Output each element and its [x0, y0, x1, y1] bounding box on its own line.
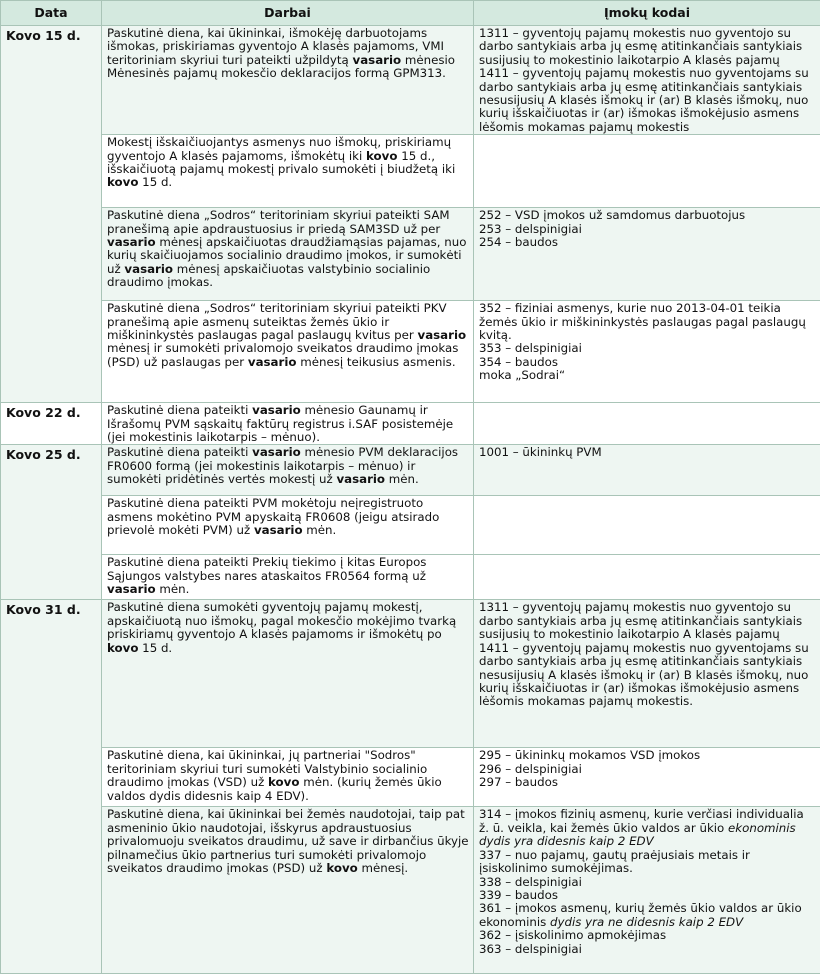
works-text-bold: vasario [254, 523, 303, 537]
codes-cell [474, 135, 820, 208]
date-cell: Kovo 15 d. [1, 26, 102, 403]
code-text-italic: dydis yra ne didesnis kaip 2 EDV [550, 915, 743, 929]
payment-code: 1411 – gyventojų pajamų mokestis nuo gyventojams su darbo santykiais arba jų esmę atitinkančiais santykiais nesusijusių A klasės išmokų ir (ar) B klasės išmokų, nuo kurių išskaičiuotas ir (ar) išmokas išmokėjusio asmens lėšomis mokamas pajamų mokestis. [479, 642, 816, 709]
works-text-bold: vasario [107, 582, 156, 596]
works-text-bold: kovo [107, 641, 138, 655]
works-cell: Paskutinė diena, kai ūkininkai, išmokėję darbuotojams išmokas, priskiriamas gyventojo A klasės pajamoms, VMI teritoriniam skyriui turi pateikti užpildytą vasario mėnesio Mėnesinės pajamų mokesčio deklaracijos formą GPM313. [102, 26, 474, 135]
works-text-bold: vasario [353, 53, 402, 67]
table-row [1, 403, 820, 445]
payment-code: 314 – įmokos fizinių asmenų, kurie verčiasi individualia ž. ū. veikla, kai žemės ūkio valdos ar ūkio ekonominis dydis yra didesnis kaip 2 EDV [479, 808, 816, 848]
payment-code: 353 – delspinigiai [479, 342, 816, 355]
works-text-bold: vasario [107, 235, 156, 249]
payment-code: 338 – delspinigiai [479, 876, 816, 889]
works-cell: Paskutinė diena, kai ūkininkai, jų partneriai "Sodros" teritoriniam skyriui turi sumokėti Valstybinio socialinio draudimo įmokas (VSD) už kovo mėn. (kurių žemės ūkio valdos dydis didesnis kaip 4 EDV). [102, 748, 474, 807]
table-row [1, 496, 820, 555]
date-cell: Kovo 25 d. [1, 445, 102, 600]
payment-code: 297 – baudos [479, 776, 816, 789]
codes-cell [474, 600, 820, 748]
payment-code: 1411 – gyventojų pajamų mokestis nuo gyventojams su darbo santykiais arba jų esmę atitinkančiais santykiais nesusijusių A klasės išmokų ir (ar) B klasės išmokų, nuo kurių išskaičiuotas ir (ar) išmokas išmokėjusio asmens lėšomis mokamas pajamų mokestis [479, 67, 816, 134]
payment-code: 352 – fiziniai asmenys, kurie nuo 2013-04-01 teikia žemės ūkio ir miškininkystės paslaugas pagal paslaugų kvitą. [479, 302, 816, 342]
codes-cell [474, 445, 820, 496]
works-cell: Paskutinė diena pateikti PVM mokėtoju neįregistruoto asmens mokėtino PVM apyskaitą FR0608 (jeigu atsirado prievolė mokėti PVM) už vasario mėn. [102, 496, 474, 555]
works-text-bold: vasario [418, 328, 467, 342]
table-row [1, 208, 820, 301]
works-text-bold: vasario [248, 355, 297, 369]
payment-code: 354 – baudos [479, 356, 816, 369]
works-cell: Paskutinė diena pateikti vasario mėnesio PVM deklaracijos FR0600 formą (jei mokestinis laikotarpis – mėnuo) ir sumokėti pridėtinės vertės mokestį už vasario mėn. [102, 445, 474, 496]
date-cell: Kovo 22 d. [1, 403, 102, 445]
payment-code: 339 – baudos [479, 889, 816, 902]
codes-cell [474, 208, 820, 301]
table-row [1, 748, 820, 807]
works-text-bold: vasario [252, 403, 301, 417]
payment-code: 295 – ūkininkų mokamos VSD įmokos [479, 749, 816, 762]
codes-cell [474, 807, 820, 974]
works-text-bold: vasario [252, 445, 301, 459]
payment-code: 1001 – ūkininkų PVM [479, 446, 816, 459]
works-cell: Paskutinė diena sumokėti gyventojų pajamų mokestį, apskaičiuotą nuo išmokų, pagal mokesčio mokėjimo tvarką priskiriamų gyventojo A klasės pajamoms ir išmokėtų po kovo 15 d. [102, 600, 474, 748]
table-row [1, 600, 820, 748]
table-row [1, 135, 820, 208]
payment-code: 1311 – gyventojų pajamų mokestis nuo gyventojo su darbo santykiais arba jų esmę atitinkančiais santykiais susijusių to mokestinio laikotarpio A klasės pajamų [479, 601, 816, 641]
header-works: Darbai [102, 1, 474, 26]
codes-cell [474, 496, 820, 555]
codes-cell [474, 748, 820, 807]
works-text-bold: kovo [268, 775, 299, 789]
payment-code: 296 – delspinigiai [479, 763, 816, 776]
payment-code: 254 – baudos [479, 236, 816, 249]
payment-code: 363 – delspinigiai [479, 943, 816, 956]
works-text-bold: kovo [326, 861, 357, 875]
table-row [1, 445, 820, 496]
payment-code: 361 – įmokos asmenų, kurių žemės ūkio valdos ar ūkio ekonominis dydis yra ne didesnis kaip 2 EDV [479, 902, 816, 929]
header-codes: Įmokų kodai [474, 1, 820, 26]
works-cell: Mokestį išskaičiuojantys asmenys nuo išmokų, priskiriamų gyventojo A klasės pajamoms, išmokėtų iki kovo 15 d., išskaičiuotą pajamų mokestį privalo sumokėti į biudžetą iki kovo 15 d. [102, 135, 474, 208]
table-header-row [1, 1, 820, 26]
codes-cell [474, 403, 820, 445]
payment-code: moka „Sodrai“ [479, 369, 816, 382]
codes-cell [474, 555, 820, 600]
payment-code: 362 – įsiskolinimo apmokėjimas [479, 929, 816, 942]
payment-code: 1311 – gyventojų pajamų mokestis nuo gyventojo su darbo santykiais arba jų esmę atitinkančiais santykiais susijusių to mokestinio laikotarpio A klasės pajamų [479, 27, 816, 67]
works-text-bold: kovo [107, 175, 138, 189]
table-row [1, 26, 820, 135]
works-text-bold: kovo [366, 149, 397, 163]
works-text-bold: vasario [124, 262, 173, 276]
payment-code: 252 – VSD įmokos už samdomus darbuotojus [479, 209, 816, 222]
code-text-italic: ekonominis dydis yra didesnis kaip 2 EDV [479, 821, 796, 848]
table-row [1, 301, 820, 403]
works-cell: Paskutinė diena pateikti Prekių tiekimo į kitas Europos Sąjungos valstybes nares ataskaitos FR0564 formą už vasario mėn. [102, 555, 474, 600]
payment-code: 337 – nuo pajamų, gautų praėjusiais metais ir įsiskolinimo sumokėjimas. [479, 849, 816, 876]
table-row [1, 555, 820, 600]
table-row [1, 807, 820, 974]
payment-code: 253 – delspinigiai [479, 223, 816, 236]
works-text-bold: vasario [336, 472, 385, 486]
works-cell: Paskutinė diena pateikti vasario mėnesio Gaunamų ir Išrašomų PVM sąskaitų faktūrų registrus i.SAF posistemėje (jei mokestinis laikotarpis – mėnuo). [102, 403, 474, 445]
codes-cell [474, 301, 820, 403]
header-date: Data [1, 1, 102, 26]
works-cell: Paskutinė diena „Sodros“ teritoriniam skyriui pateikti PKV pranešimą apie asmenų suteiktas žemės ūkio ir miškininkystės paslaugas pagal paslaugų kvitus per vasario mėnesį ir sumokėti privalomojo sveikatos draudimo įmokas (PSD) už paslaugas per vasario mėnesį teikusius asmenis. [102, 301, 474, 403]
works-cell: Paskutinė diena, kai ūkininkai bei žemės naudotojai, taip pat asmeninio ūkio naudotojai, išskyrus apdraustuosius privalomuoju sveikatos draudimu, už save ir dirbančius ūkyje pilnamečius ūkio partnerius turi sumokėti privalomojo sveikatos draudimo įmokas (PSD) už kovo mėnesį. [102, 807, 474, 974]
date-cell: Kovo 31 d. [1, 600, 102, 974]
codes-cell [474, 26, 820, 135]
works-cell: Paskutinė diena „Sodros“ teritoriniam skyriui pateikti SAM pranešimą apie apdraustuosius ir priedą SAM3SD už per vasario mėnesį apskaičiuotas draudžiamąsias pajamas, nuo kurių skaičiuojamos socialinio draudimo įmokos, ir sumokėti už vasario mėnesį apskaičiuotas valstybinio socialinio draudimo įmokas. [102, 208, 474, 301]
